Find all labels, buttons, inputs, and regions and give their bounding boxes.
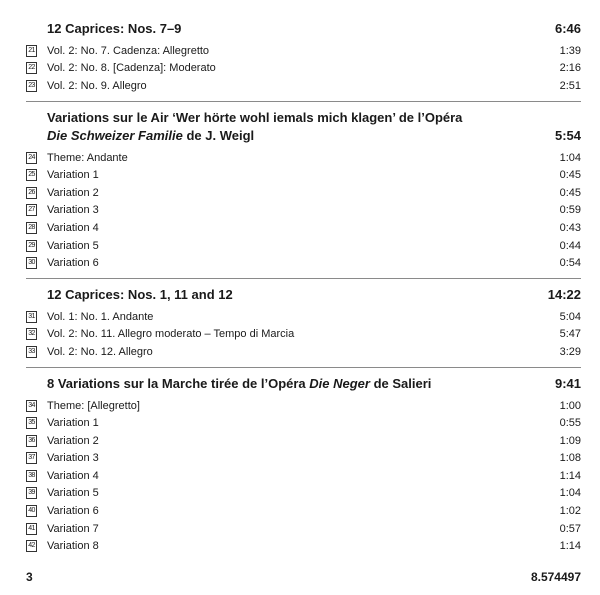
- track-name: Variation 2: [47, 434, 99, 447]
- track-duration: 0:45: [559, 169, 581, 182]
- track-number: 26: [26, 187, 37, 199]
- track-duration: 0:54: [559, 257, 581, 270]
- track-duration: 3:29: [559, 345, 581, 358]
- track-duration: 0:44: [559, 239, 581, 252]
- work-title: [47, 286, 233, 304]
- track-row: [26, 414, 581, 432]
- track-name: Theme: [Allegretto]: [47, 399, 140, 412]
- track-number: 39: [26, 487, 37, 499]
- work-total-time: 9:41: [554, 375, 581, 391]
- work-title-part: 12 Caprices: Nos. 1, 11 and 12: [47, 286, 233, 302]
- track-number: 42: [26, 540, 37, 552]
- track-number: 27: [26, 204, 37, 216]
- track-number: 32: [26, 328, 37, 340]
- work-title: [47, 20, 181, 38]
- track-row: [26, 42, 581, 60]
- track-duration: 0:57: [559, 522, 581, 535]
- track-name: Vol. 2: No. 12. Allegro: [47, 345, 153, 358]
- track-number: 35: [26, 417, 37, 429]
- track-number: 21: [26, 45, 37, 57]
- track-row: [26, 219, 581, 237]
- page-number: 3: [26, 570, 33, 584]
- track-number: 33: [26, 346, 37, 358]
- track-duration: 1:04: [559, 151, 581, 164]
- track-row: [26, 254, 581, 272]
- track-row: [26, 502, 581, 520]
- track-row: [26, 326, 581, 344]
- track-duration: 5:04: [559, 310, 581, 323]
- track-duration: 1:14: [559, 540, 581, 553]
- track-number: 25: [26, 169, 37, 181]
- track-row: [26, 485, 581, 503]
- track-row: [26, 397, 581, 415]
- work-section: [26, 279, 581, 368]
- work-header: [26, 109, 581, 145]
- track-row: [26, 237, 581, 255]
- track-duration: 1:04: [559, 487, 581, 500]
- track-duration: 0:59: [559, 204, 581, 217]
- track-name: Vol. 2: No. 8. [Cadenza]: Moderato: [47, 62, 216, 75]
- track-number: 23: [26, 80, 37, 92]
- track-name: Variation 3: [47, 452, 99, 465]
- track-number: 30: [26, 257, 37, 269]
- track-duration: 2:16: [559, 62, 581, 75]
- track-name: Vol. 1: No. 1. Andante: [47, 310, 154, 323]
- track-name: Variation 4: [47, 469, 99, 482]
- track-name: Variation 3: [47, 204, 99, 217]
- work-header: [26, 375, 581, 393]
- track-name: Variation 2: [47, 186, 99, 199]
- track-list: [26, 149, 581, 272]
- work-title-part: 12 Caprices: Nos. 7–9: [47, 21, 182, 36]
- work-header: [26, 20, 581, 38]
- track-row: [26, 520, 581, 538]
- work-title-part: de Salieri: [369, 375, 432, 391]
- work-section: [26, 368, 581, 555]
- track-duration: 5:47: [559, 328, 581, 341]
- work-title-italic: Die Schweizer Familie: [47, 127, 183, 143]
- track-list: [26, 42, 581, 95]
- track-row: [26, 202, 581, 220]
- work-title-part: de J. Weigl: [182, 127, 255, 143]
- footer: [26, 570, 581, 584]
- track-duration: 0:43: [559, 221, 581, 234]
- track-duration: 1:02: [559, 505, 581, 518]
- track-name: Variation 7: [47, 522, 99, 535]
- track-number: 38: [26, 470, 37, 482]
- track-row: [26, 77, 581, 95]
- track-duration: 1:39: [559, 44, 581, 57]
- work-title-part: Variations sur le Air ‘Wer hörte wohl iemals mich klagen’ de l’Opéra: [47, 109, 463, 125]
- track-number: 36: [26, 435, 37, 447]
- track-number: 29: [26, 240, 37, 252]
- work-section: [26, 0, 581, 102]
- track-list: [26, 308, 581, 361]
- track-number: 41: [26, 523, 37, 535]
- work-header: [26, 286, 581, 304]
- track-row: [26, 432, 581, 450]
- track-list: [26, 397, 581, 555]
- tracklist: [26, 0, 581, 555]
- work-section: [26, 102, 581, 279]
- track-number: 28: [26, 222, 37, 234]
- track-duration: 2:51: [559, 79, 581, 92]
- track-number: 40: [26, 505, 37, 517]
- track-name: Vol. 2: No. 9. Allegro: [47, 79, 147, 92]
- work-total-time: 14:22: [547, 286, 581, 302]
- track-name: Variation 1: [47, 417, 99, 430]
- track-row: [26, 450, 581, 468]
- track-duration: 0:55: [559, 417, 581, 430]
- track-name: Variation 6: [47, 505, 99, 518]
- track-name: Theme: Andante: [47, 151, 128, 164]
- track-number: 37: [26, 452, 37, 464]
- track-name: Variation 5: [47, 487, 99, 500]
- track-name: Variation 1: [47, 169, 99, 182]
- track-number: 24: [26, 152, 37, 164]
- track-duration: 0:45: [559, 186, 581, 199]
- work-title: [47, 375, 431, 393]
- work-title-italic: Die Neger: [309, 375, 370, 391]
- track-row: [26, 308, 581, 326]
- track-row: [26, 343, 581, 361]
- track-name: Variation 4: [47, 221, 99, 234]
- track-duration: 1:14: [559, 469, 581, 482]
- track-name: Vol. 2: No. 11. Allegro moderato – Tempo di Marcia: [47, 328, 295, 341]
- work-title-part: 8 Variations sur la Marche tirée de l’Opéra: [47, 375, 310, 391]
- track-number: 22: [26, 62, 37, 74]
- work-title: [47, 109, 462, 145]
- track-name: Vol. 2: No. 7. Cadenza: Allegretto: [47, 44, 210, 57]
- track-name: Variation 6: [47, 257, 99, 270]
- work-total-time: 6:46: [554, 21, 581, 36]
- work-total-time: 5:54: [554, 127, 581, 143]
- track-row: [26, 60, 581, 78]
- track-row: [26, 166, 581, 184]
- track-row: [26, 184, 581, 202]
- track-duration: 1:00: [559, 399, 581, 412]
- track-number: 34: [26, 400, 37, 412]
- track-duration: 1:09: [559, 434, 581, 447]
- catalog-number: 8.574497: [530, 570, 581, 584]
- track-name: Variation 5: [47, 239, 99, 252]
- track-duration: 1:08: [559, 452, 581, 465]
- track-row: [26, 537, 581, 555]
- track-row: [26, 467, 581, 485]
- track-row: [26, 149, 581, 167]
- track-name: Variation 8: [47, 540, 99, 553]
- track-number: 31: [26, 311, 37, 323]
